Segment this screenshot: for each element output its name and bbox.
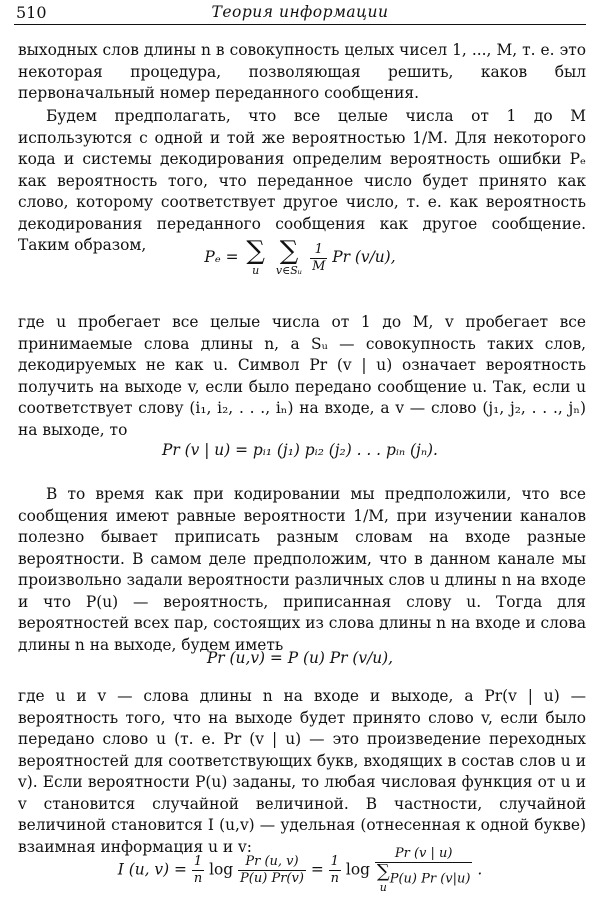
page-header xyxy=(14,2,586,25)
fraction: $\frac{1}{n}$ xyxy=(330,854,339,886)
paragraph-2 xyxy=(18,106,586,257)
fraction: $\frac{1}{M}$ xyxy=(312,241,326,274)
formula-text: Pr (v | u) = pᵢ₁ (j₁) pᵢ₂ (j₂) . . . pᵢₙ (jₙ). xyxy=(162,441,438,459)
fraction: Pr (v | u) ∑ u P(u) Pr (v|u) xyxy=(376,846,471,894)
formula-joint-probability xyxy=(0,648,600,670)
formula-mutual-information xyxy=(0,846,600,895)
formula-end-period: . xyxy=(477,860,483,879)
paragraph-1 xyxy=(18,40,586,105)
paragraph-3 xyxy=(18,312,586,441)
log-operator: log xyxy=(209,860,234,879)
formula-lhs: Pₑ = xyxy=(204,248,239,266)
sum-symbol: ∑ u xyxy=(376,861,390,894)
paragraph-text: выходных слов длины n в совокупность целых чисел 1, ..., M, т. е. это некоторая процедура, позволяющая решить, каков был первоначальный номер переданного сообщения. xyxy=(18,41,586,102)
paragraph-5 xyxy=(18,686,586,858)
paragraph-text: где u пробегает все целые числа от 1 до M, v пробегает все принимаемые слова длины n, а Sᵤ — совокупность таких слов, декодируемых не как u. Символ Pr (v | u) означает вероятность получить на выходе v, если было передано сообщение u. Так, если u соответствует слову (i₁, i₂, . . ., iₙ) на входе, а v — слово (j₁, j₂, . . ., jₙ) на выходе, то xyxy=(18,313,586,439)
paragraph-text: где u и v — слова длины n на входе и выходе, а Pr(v | u) — вероятность того, что на выходе будет принято слово v, если было передано слово u (т. е. Pr (v | u) — это произведение переходных вероятностей для соответствующих букв, входящих в состав слов u и v). Если вероятности P(u) заданы, то любая числовая функция от u и v становится случайной величиной. В частности, случайной величиной становится I (u,v) — удельная (отнесенная к одной букве) взаимная информация u и v: xyxy=(18,687,586,856)
formula-transition-product xyxy=(0,440,600,462)
paragraph-4 xyxy=(18,484,586,656)
equals-sign: = xyxy=(310,860,324,879)
running-title: Теория информации xyxy=(211,3,389,21)
fraction: $\frac{Pr (u, v)}{P(u) Pr(v)}$ xyxy=(240,854,304,886)
formula-error-probability xyxy=(0,238,600,278)
paragraph-text: В то время как при кодировании мы предположили, что все сообщения имеют равные вероятности 1/M, при изучении каналов полезно бывает приписать разным словам на входе разные вероятности. В самом деле предположим, что в данном канале мы произвольно задали вероятности различных слов u длины n на входе и что P(u) — вероятность, приписанная слову u. Тогда для вероятностей всех пар, состоящих из слова длины n на входе и слова длины n на выходе, будем иметь xyxy=(18,485,586,654)
paragraph-text: Будем предполагать, что все целые числа от 1 до M используются с одной и той же вероятностью 1/M. Для некоторого кода и системы декодирования определим вероятность ошибки Pₑ как вероятность того, что переданное число будет принято как слово, которому соответствует другое число, т. е. как вероятность декодирования переданного сообщения как другое сообщение. Таким образом, xyxy=(18,107,586,254)
page-number: 510 xyxy=(16,3,47,22)
sum-symbol: ∑ u xyxy=(246,236,265,277)
log-operator: log xyxy=(345,860,370,879)
formula-rhs: Pr (v/u), xyxy=(332,248,396,266)
sum-symbol: ∑ v∈Sᵤ xyxy=(275,236,303,277)
fraction: $\frac{1}{n}$ xyxy=(193,854,203,886)
formula-text: Pr (u,v) = P (u) Pr (v/u), xyxy=(206,649,394,667)
formula-lhs: I (u, v) = xyxy=(117,860,187,879)
